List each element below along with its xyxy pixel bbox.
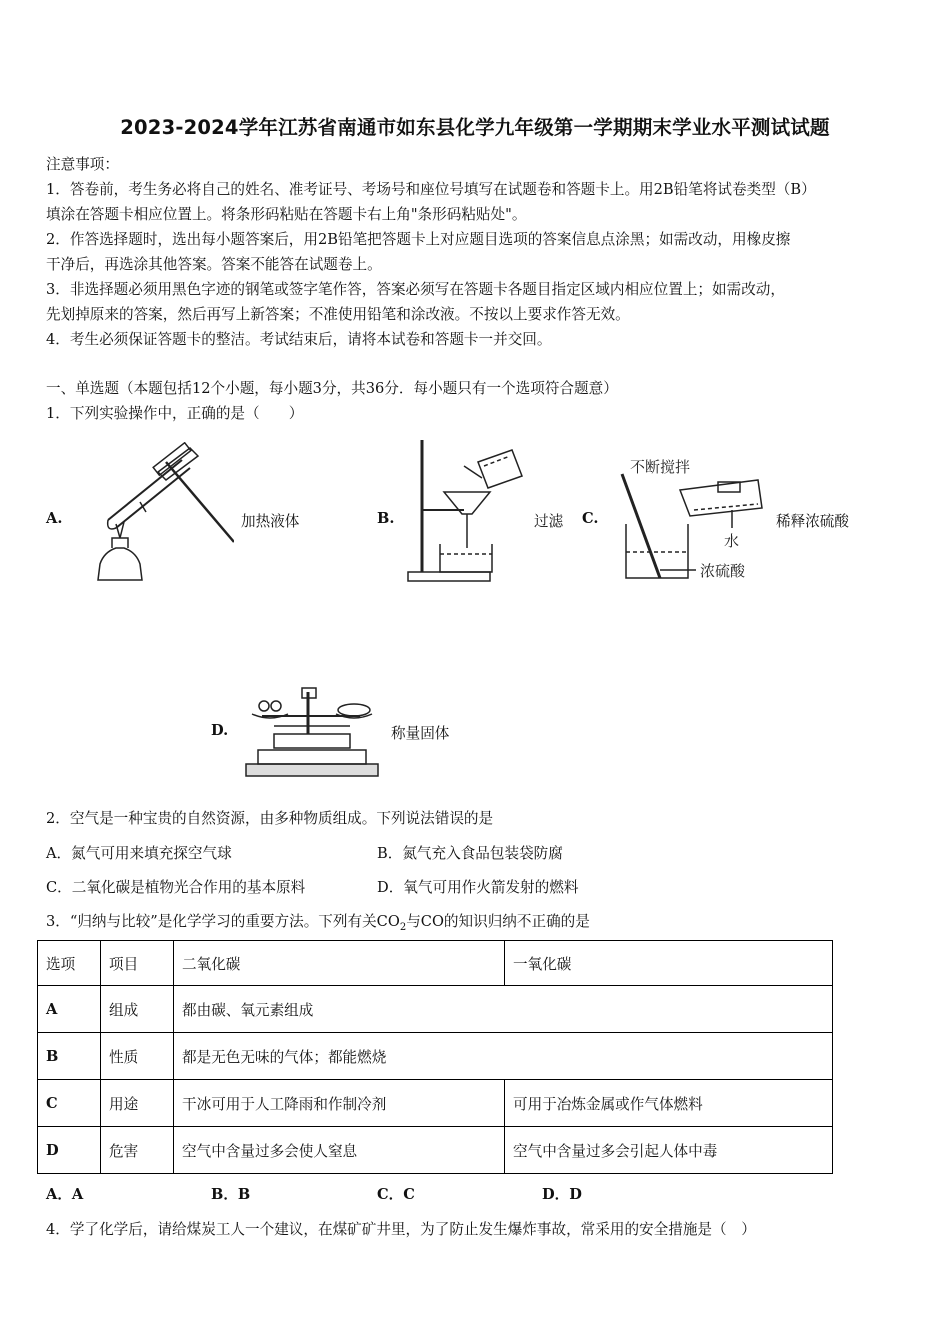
heating-liquid-figure: [84, 442, 234, 588]
table-row: A 组成 都由碳、氧元素组成: [38, 986, 833, 1033]
q1-option-c-text: 稀释浓硫酸: [776, 513, 849, 530]
question-1-stem: 1．下列实验操作中，正确的是（ ）: [46, 405, 304, 422]
q2-option-c: C．二氧化碳是植物光合作用的基本原料: [46, 879, 306, 896]
filtration-figure: [404, 436, 534, 586]
q3-choice-d: D．D: [542, 1186, 582, 1203]
notice-line: 4．考生必须保证答题卡的整洁。考试结束后，请将本试卷和答题卡一并交回。: [46, 331, 552, 348]
q1-option-a-label: A.: [46, 510, 63, 527]
label-stir: 不断搅拌: [630, 459, 691, 476]
header-co2: 二氧化碳: [174, 941, 505, 986]
page-title: 2023-2024学年江苏省南通市如东县化学九年级第一学期期末学业水平测试试题: [120, 116, 830, 139]
q1-option-d-label: D.: [211, 722, 229, 739]
q2-option-b: B．氮气充入食品包装袋防腐: [377, 845, 563, 862]
notice-line: 填涂在答题卡相应位置上。将条形码粘贴在答题卡右上角"条形码粘贴处"。: [46, 206, 527, 223]
table-row: D 危害 空气中含量过多会使人窒息 空气中含量过多会引起人体中毒: [38, 1127, 833, 1174]
q1-option-b-label: B.: [377, 510, 395, 527]
q3-choice-a: A．A: [46, 1186, 84, 1203]
section-heading: 一、单选题（本题包括12个小题，每小题3分，共36分．每小题只有一个选项符合题意）: [46, 380, 618, 397]
q3-choice-c: C．C: [377, 1186, 415, 1203]
label-acid: 浓硫酸: [700, 563, 746, 580]
balance-figure: [244, 686, 380, 780]
q1-option-b-text: 过滤: [534, 513, 564, 530]
table-row: C 用途 干冰可用于人工降雨和作制冷剂 可用于冶炼金属或作气体燃料: [38, 1080, 833, 1127]
notice-line: 干净后，再选涂其他答案。答案不能答在试题卷上。: [46, 256, 382, 273]
q2-option-a: A．氮气可用来填充探空气球: [46, 845, 232, 862]
dilution-figure: [608, 452, 773, 586]
notice-line: 1．答卷前，考生务必将自己的姓名、准考证号、考场号和座位号填写在试题卷和答题卡上。用2B铅笔将试卷类型（B）: [46, 181, 816, 198]
notice-line: 2．作答选择题时，选出每小题答案后，用2B铅笔把答题卡上对应题目选项的答案信息点涂黑；如需改动，用橡皮擦: [46, 231, 791, 248]
question-3-stem: 3．“归纳与比较”是化学学习的重要方法。下列有关$CO_2$与CO的知识归纳不正确的是: [46, 913, 590, 933]
header-co: 一氧化碳: [505, 941, 833, 986]
notice-line: 先划掉原来的答案，然后再写上新答案；不准使用铅笔和涂改液。不按以上要求作答无效。: [46, 306, 630, 323]
question-4-stem: 4．学了化学后，请给煤炭工人一个建议，在煤矿矿井里，为了防止发生爆炸事故，常采用的安全措施是（ ）: [46, 1221, 756, 1238]
question-2-stem: 2．空气是一种宝贵的自然资源，由多种物质组成。下列说法错误的是: [46, 810, 494, 827]
q1-option-c-label: C.: [582, 510, 599, 527]
header-option: 选项: [38, 941, 101, 986]
notice-line: 3．非选择题必须用黑色字迹的钢笔或签字笔作答，答案必须写在答题卡各题目指定区域内相应位置上；如需改动，: [46, 281, 785, 298]
table-row: B 性质 都是无色无味的气体；都能燃烧: [38, 1033, 833, 1080]
label-water: 水: [724, 533, 740, 550]
header-item: 项目: [101, 941, 174, 986]
table-header-row: [38, 941, 833, 986]
notice-heading: 注意事项：: [46, 156, 119, 173]
q3-choice-b: B．B: [211, 1186, 251, 1203]
q2-option-d: D．氧气可用作火箭发射的燃料: [377, 879, 579, 896]
q3-comparison-table: [37, 940, 833, 1174]
q1-option-d-text: 称量固体: [391, 725, 450, 742]
q1-option-a-text: 加热液体: [241, 513, 300, 530]
